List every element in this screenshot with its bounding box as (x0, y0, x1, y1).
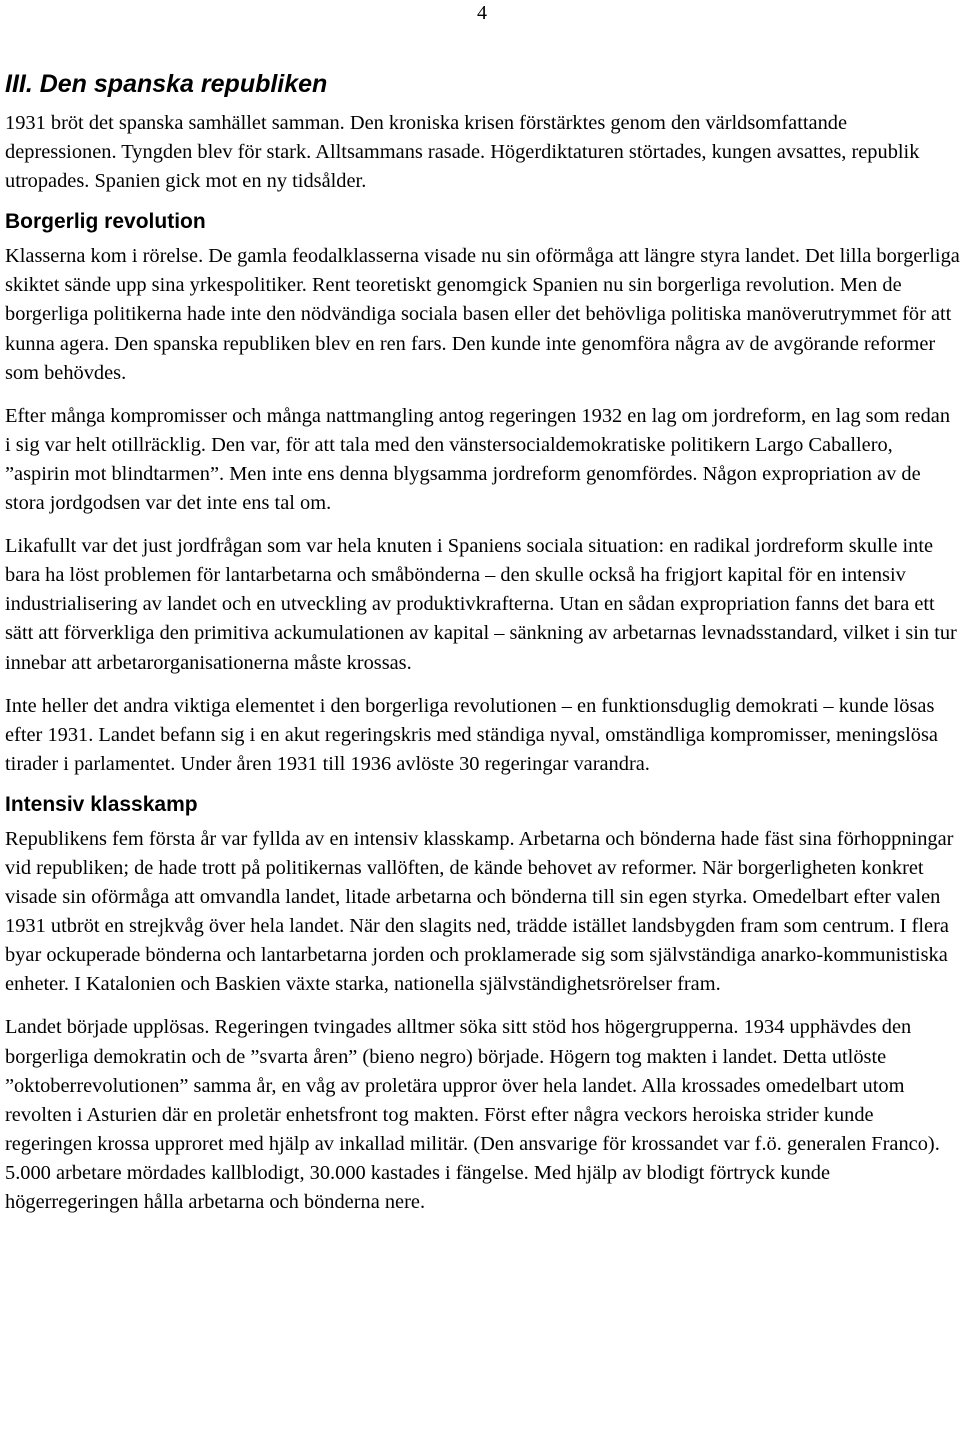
page-content (5, 67, 960, 1231)
intro-paragraph: 1931 bröt det spanska samhället samman. Den kroniska krisen förstärktes genom den världsomfattande depressionen. Tyngden blev för stark. Alltsammans rasade. Högerdiktaturen störtades, kungen avsattes, republik utropades. Spanien gick mot en ny tidsålder. (5, 112, 920, 193)
section-heading-borgerlig-revolution: Borgerlig revolution (5, 210, 206, 234)
section-heading-intensiv-klasskamp: Intensiv klasskamp (5, 792, 198, 816)
paragraph: Klasserna kom i rörelse. De gamla feodalklasserna visade nu sin oförmåga att längre styra landet. Det lilla borgerliga skiktet sände upp sina yrkespolitiker. Rent teoretiskt genomgick Spanien nu sin borgerliga revolution. Men de borgerliga politikerna hade inte den nödvändiga sociala basen eller det behövliga politiska manöverutrymmet för att kunna agera. Den spanska republiken blev en ren fars. Den kunde inte genomföra några av de avgörande reformer som behövdes. (5, 245, 960, 384)
paragraph: Republikens fem första år var fyllda av en intensiv klasskamp. Arbetarna och bönderna hade fäst sina förhoppningar vid republiken; de hade trott på politikernas vallöften, de kände behovet av reformer. När borgerligheten konkret visade sin oförmåga att omvandla landet, litade arbetarna och bönderna till sin egen styrka. Omedelbart efter valen 1931 utbröt en strejkvåg över hela landet. När den slagits ned, trädde istället landsbygden fram som centrum. I flera byar ockuperade bönderna och lantarbetarna jorden och proklamerade sig som självständiga anarko-kommunistiska enheter. I Katalonien och Baskien växte starka, nationella självständighetsrörelser fram. (5, 827, 954, 996)
paragraph: Landet började upplösas. Regeringen tvingades alltmer söka sitt stöd hos högergrupperna. 1934 upphävdes den borgerliga demokratin och de ”svarta åren” (bieno negro) började. Högern tog makten i landet. Detta utlöste ”oktoberrevolutionen” samma år, en våg av proletära uppror över hela landet. Alla krossades omedelbart utom revolten i Asturien där en proletär enhetsfront tog makten. Först efter några veckors heroiska strider kunde regeringen krossa upproret med hjälp av inkallad militär. (Den ansvarige för krossandet var f.ö. generalen Franco). 5.000 arbetare mördades kallblodigt, 30.000 kastades i fängelse. Med hjälp av blodigt förtryck kunde högerregeringen hålla arbetarna och bönderna nere. (5, 1016, 940, 1213)
paragraph: Likafullt var det just jordfrågan som var hela knuten i Spaniens sociala situation: en radikal jordreform skulle inte bara ha löst problemen för lantarbetarna och småbönderna – den skulle också ha frigjort kapital för en intensiv industrialisering av landet och en utveckling av produktivkrafterna. Utan en sådan expropriation fanns det bara ett sätt att förverkliga den primitiva ackumulationen av kapital – sänkning av arbetarnas levnadsstandard, vilket i sin tur innebar att arbetarorganisationerna måste krossas. (5, 535, 957, 674)
paragraph: Inte heller det andra viktiga elementet i den borgerliga revolutionen – en funktionsduglig demokrati – kunde lösas efter 1931. Landet befann sig i en akut regeringskris med ständiga nyval, omständliga kompromisser, meningslösa tirader i parlamentet. Under åren 1931 till 1936 avlöste 30 regeringar varandra. (5, 694, 938, 775)
page-number: 4 (477, 2, 487, 24)
chapter-title: III. Den spanska republiken (5, 70, 328, 98)
paragraph: Efter många kompromisser och många nattmangling antog regeringen 1932 en lag om jordreform, en lag som redan i sig var helt otillräcklig. Den var, för att tala med den vänstersocialdemokratiske politikern Largo Caballero, ”aspirin mot blindtarmen”. Men inte ens denna blygsamma jordreform genomfördes. Någon expropriation av de stora jordgodsen var det inte ens tal om. (5, 404, 951, 515)
